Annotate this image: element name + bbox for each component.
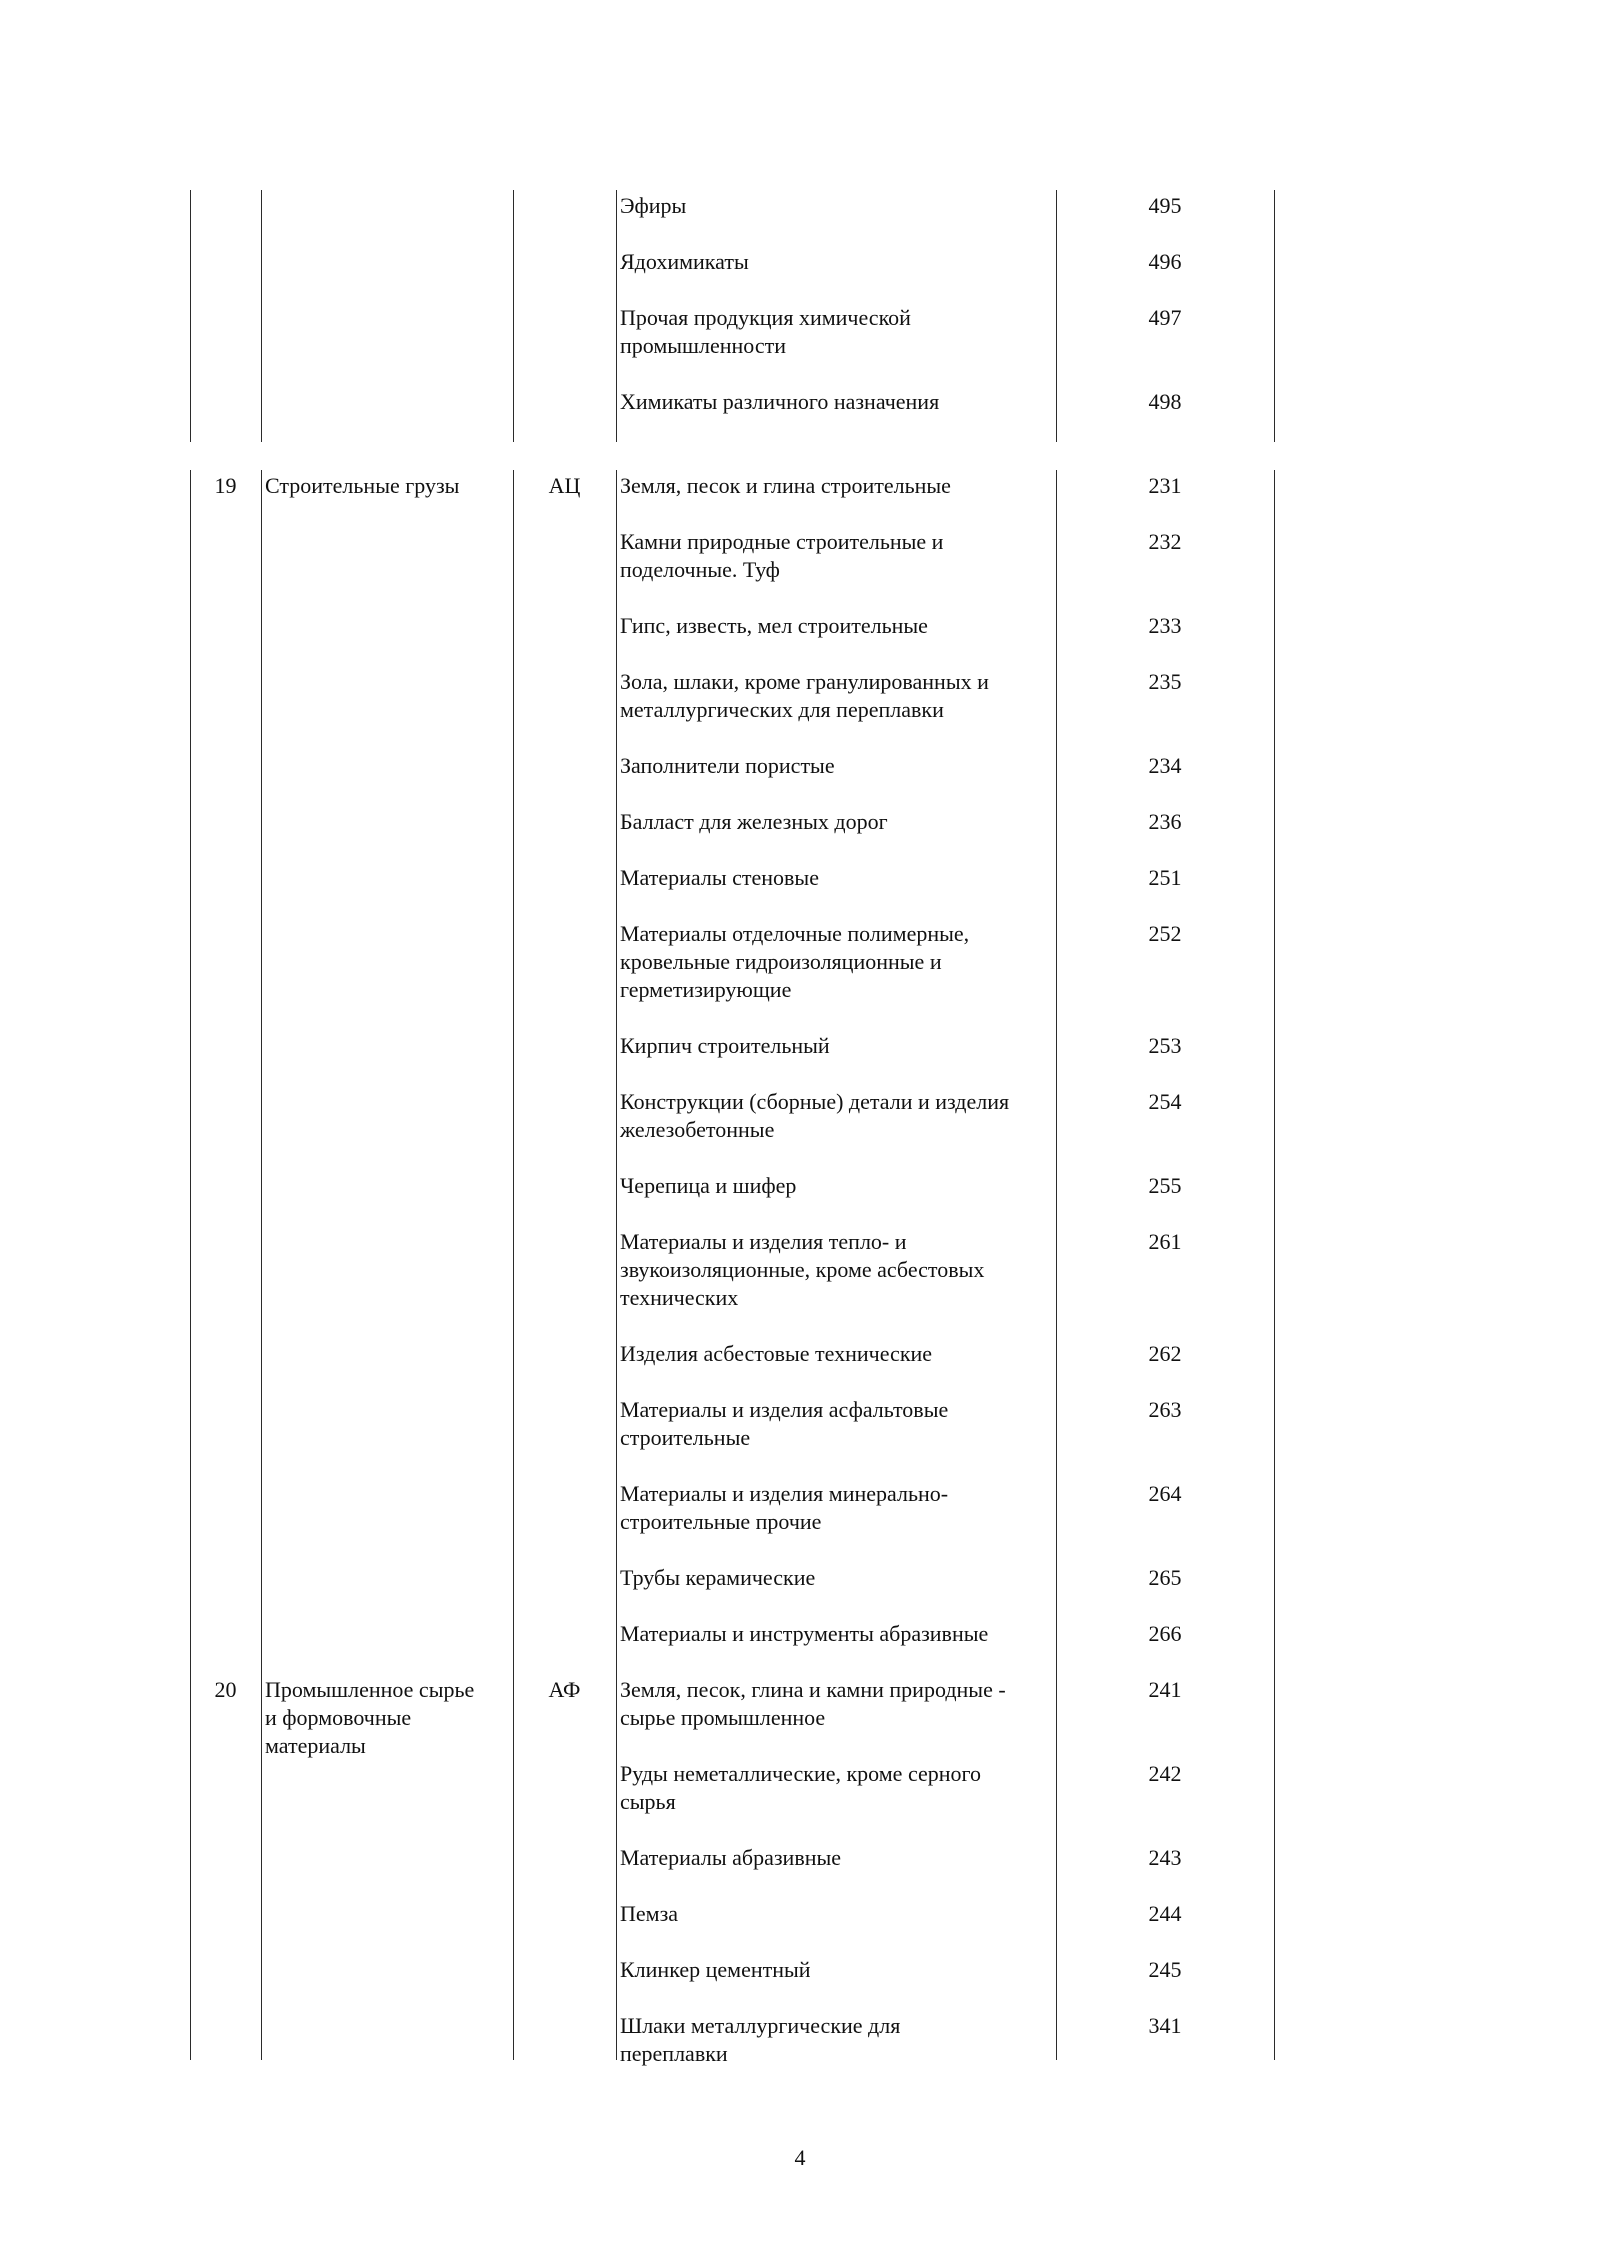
cargo-code: 236 <box>1148 809 1182 834</box>
cargo-name: Материалы и изделия асфальтовые строительные <box>620 1397 949 1450</box>
column-divider <box>513 190 514 442</box>
cargo-code: 253 <box>1148 1033 1182 1058</box>
cargo-code: 232 <box>1148 529 1182 554</box>
cargo-name: Материалы и изделия минерально- строительные прочие <box>620 1481 949 1534</box>
cargo-code: 244 <box>1148 1901 1182 1926</box>
page-number: 4 <box>794 2145 806 2170</box>
cargo-code: 241 <box>1148 1677 1182 1702</box>
column-divider <box>616 470 617 2060</box>
cargo-name: Земля, песок, глина и камни природные - сырье промышленное <box>620 1677 1006 1730</box>
cargo-code: 245 <box>1148 1957 1182 1982</box>
column-divider <box>190 470 191 2060</box>
cargo-name: Балласт для железных дорог <box>620 809 888 834</box>
cargo-code: 495 <box>1148 193 1182 218</box>
cargo-name: Заполнители пористые <box>620 753 835 778</box>
table-continuation-block <box>190 190 1274 442</box>
cargo-name: Гипс, известь, мел строительные <box>620 613 928 638</box>
cargo-code: 341 <box>1148 2013 1182 2038</box>
cargo-code: 498 <box>1148 389 1182 414</box>
cargo-name: Кирпич строительный <box>620 1033 830 1058</box>
cargo-name: Материалы абразивные <box>620 1845 842 1870</box>
cargo-name: Химикаты различного назначения <box>620 389 940 414</box>
cargo-code: 263 <box>1148 1397 1182 1422</box>
cargo-code: 233 <box>1148 613 1182 638</box>
cargo-name: Материалы и изделия тепло- и звукоизоляционные, кроме асбестовых технических <box>620 1229 985 1310</box>
cargo-code: 254 <box>1148 1089 1182 1114</box>
column-divider <box>513 470 514 2060</box>
group-number: 20 <box>214 1677 237 1702</box>
group-title: Промышленное сырье и формовочные материалы <box>265 1677 475 1758</box>
column-divider <box>1274 190 1275 442</box>
cargo-name: Земля, песок и глина строительные <box>620 473 951 498</box>
cargo-name: Пемза <box>620 1901 679 1926</box>
cargo-code: 265 <box>1148 1565 1182 1590</box>
cargo-code: 261 <box>1148 1229 1182 1254</box>
cargo-code: 231 <box>1148 473 1182 498</box>
table-main-block <box>190 470 1274 2066</box>
column-divider <box>1056 470 1057 2060</box>
cargo-name: Ядохимикаты <box>620 249 749 274</box>
cargo-code: 262 <box>1148 1341 1182 1366</box>
cargo-name: Конструкции (сборные) детали и изделия железобетонные <box>620 1089 1010 1142</box>
column-divider <box>616 190 617 442</box>
group-code: АЦ <box>548 473 581 498</box>
cargo-code: 264 <box>1148 1481 1182 1506</box>
cargo-code: 235 <box>1148 669 1182 694</box>
group-code: АФ <box>548 1677 581 1702</box>
cargo-code: 243 <box>1148 1845 1182 1870</box>
cargo-code: 252 <box>1148 921 1182 946</box>
cargo-name: Черепица и шифер <box>620 1173 797 1198</box>
cargo-name: Шлаки металлургические для переплавки <box>620 2013 901 2066</box>
cargo-name: Трубы керамические <box>620 1565 816 1590</box>
cargo-name: Руды неметаллические, кроме серного сырья <box>620 1761 981 1814</box>
column-divider <box>261 470 262 2060</box>
cargo-name: Клинкер цементный <box>620 1957 811 1982</box>
cargo-code: 234 <box>1148 753 1182 778</box>
group-number: 19 <box>214 473 237 498</box>
column-divider <box>261 190 262 442</box>
column-divider <box>190 190 191 442</box>
cargo-code: 497 <box>1148 305 1182 330</box>
cargo-name: Материалы отделочные полимерные, кровельные гидроизоляционные и герметизирующие <box>620 921 970 1002</box>
group-title: Строительные грузы <box>265 473 460 498</box>
cargo-name: Камни природные строительные и поделочные. Туф <box>620 529 944 582</box>
cargo-name: Прочая продукция химической промышленности <box>620 305 911 358</box>
cargo-name: Эфиры <box>620 193 687 218</box>
cargo-code: 251 <box>1148 865 1182 890</box>
cargo-name: Изделия асбестовые технические <box>620 1341 933 1366</box>
cargo-name: Материалы и инструменты абразивные <box>620 1621 989 1646</box>
cargo-code: 496 <box>1148 249 1182 274</box>
cargo-name: Материалы стеновые <box>620 865 819 890</box>
cargo-code: 242 <box>1148 1761 1182 1786</box>
cargo-code: 266 <box>1148 1621 1182 1646</box>
cargo-name: Зола, шлаки, кроме гранулированных и металлургических для переплавки <box>620 669 989 722</box>
column-divider <box>1274 470 1275 2060</box>
cargo-code: 255 <box>1148 1173 1182 1198</box>
